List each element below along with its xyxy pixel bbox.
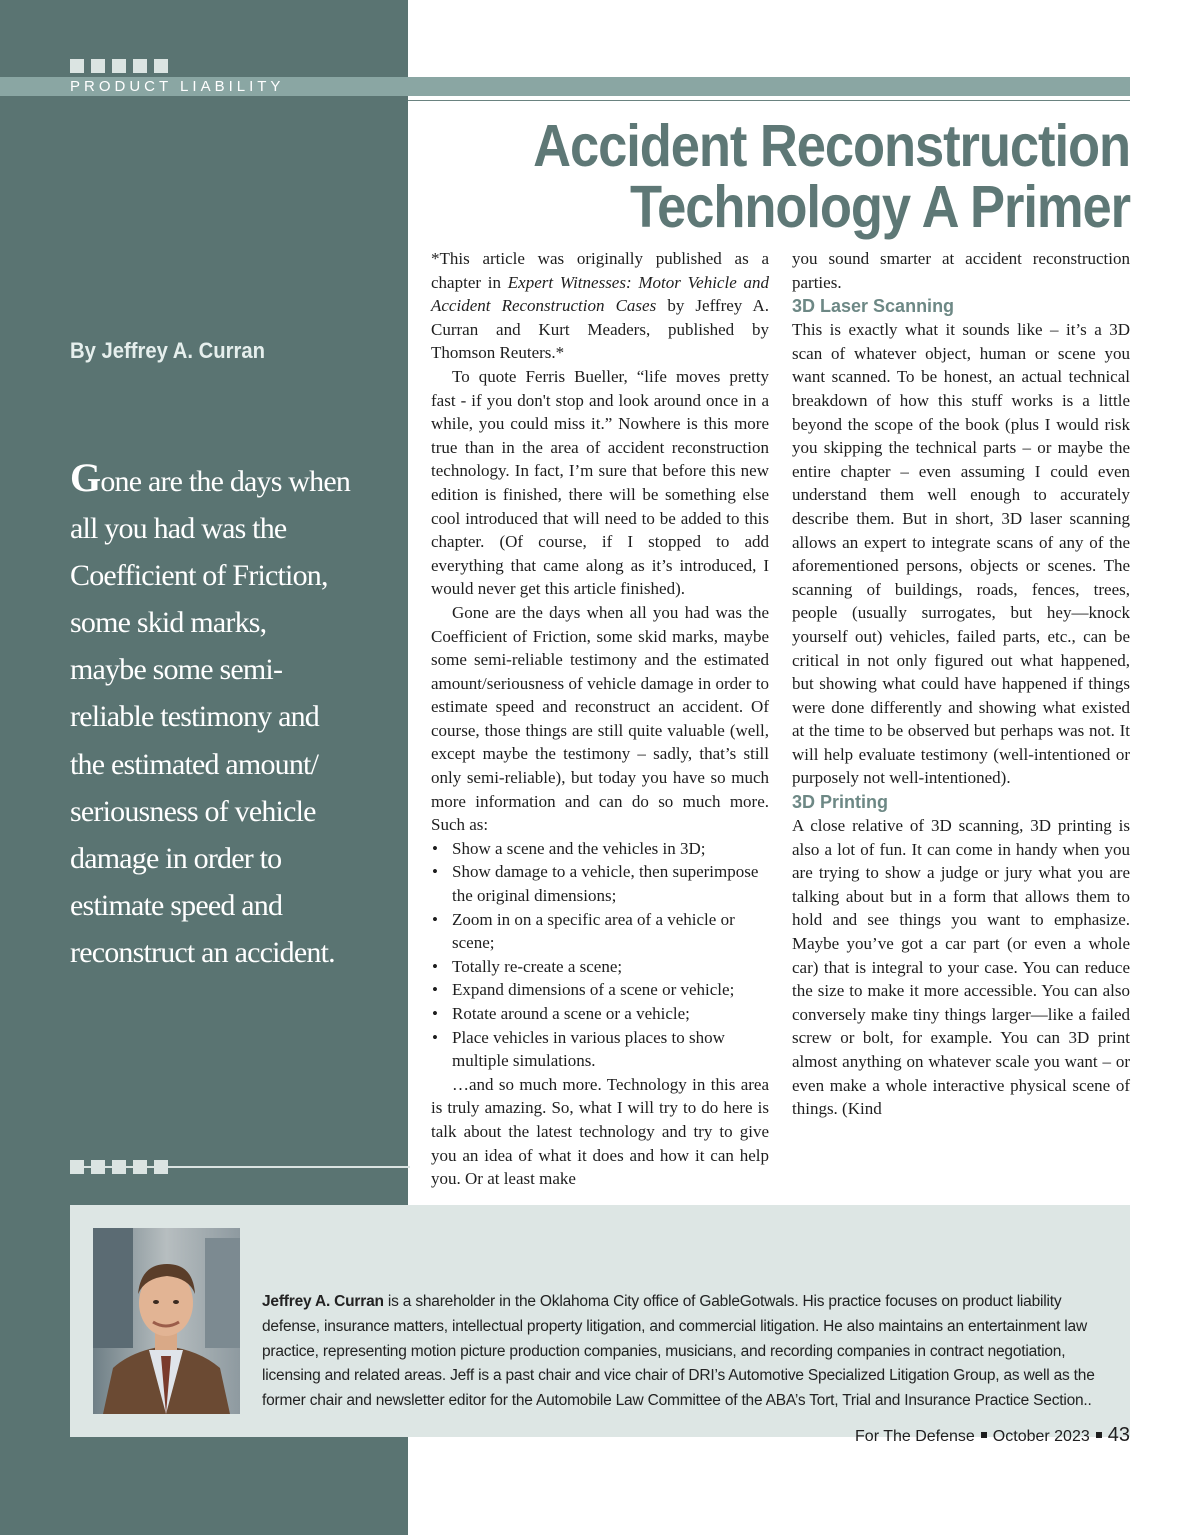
author-name: Jeffrey A. Curran (262, 1293, 384, 1310)
bullet-list (431, 837, 769, 1073)
pull-quote-line: estimate speed and (70, 888, 283, 922)
list-item: • Totally re-create a scene; (452, 955, 769, 979)
issue-date: October 2023 (992, 1428, 1090, 1445)
pull-quote-dropcap: G (70, 455, 101, 500)
publication-note (431, 247, 769, 365)
paragraph: A close relative of 3D scanning, 3D printing is also a lot of fun. It can come in handy when you are trying to show a judge or jury what you are talking about but in a form that allows them to hold and see things you want to emphasize. Maybe you’ve got a car part (or even a whole car) that is integral to your case. You can reduce the size to make it more accessible. You can also conversely make tiny things larger—like a failed screw or bolt, for example. You can 3D print almost anything on whatever scale you want – or even make a whole interactive physical scene of things. (Kind (792, 816, 1130, 1119)
author-photo (93, 1228, 240, 1414)
pull-quote-line: maybe some semi- (70, 653, 283, 687)
pull-quote-line: Coefficient of Friction, (70, 559, 328, 593)
list-item: • Place vehicles in various places to show multiple simulations. (452, 1026, 769, 1073)
article-column-1 (431, 247, 769, 1191)
publication-name: For The Defense (855, 1428, 975, 1445)
paragraph: This is exactly what it sounds like – it’s a 3D scan of whatever object, human or scene you want scanned. To be honest, an actual technical breakdown of how this stuff works is a little beyond the scope of the book (plus I would risk you skipping the technical parts – or maybe the entire chapter – even assuming I could even understand them well enough to accurately describe them. But in short, 3D laser scanning allows an expert to integrate scans of any of the aforementioned persons, objects or scenes. The scanning of buildings, roads, fences, trees, people (usually surrogates, but hey—knock yourself out) vehicles, failed parts, etc., can be critical in not only figured out what happened, but showing what could have happened if things were done differently and showing what existed at the time to be observed but perhaps was not. It will help evaluate testimony (well-intentioned or purposely not well-intentioned). (792, 320, 1130, 788)
page-number: 43 (1107, 1424, 1130, 1446)
pull-quote-line: some skid marks, (70, 606, 267, 640)
mid-rule (70, 1166, 410, 1168)
byline: By Jeffrey A. Curran (70, 338, 265, 363)
author-bio (262, 1290, 1112, 1414)
note-text: by Jeffrey A. Curran and Kurt Meaders, published by Thomson Reuters.* (431, 296, 769, 363)
list-item: • Show a scene and the vehicles in 3D; (452, 837, 769, 861)
article-title (507, 113, 1130, 240)
list-item: • Show damage to a vehicle, then superimpose the original dimensions; (452, 860, 769, 907)
article-column-2 (792, 247, 1130, 1121)
paragraph: Gone are the days when all you had was the Coefficient of Friction, some skid marks, maybe some semi-reliable testimony and the estimated amount/seriousness of vehicle damage in order to estimate speed and reconstruct an accident. Of course, those things are still quite valuable (well, except maybe the testimony – sadly, that’s still only semi-reliable), but today you have so much more information and can do so much more. Such as: (431, 602, 769, 835)
author-portrait-image (93, 1228, 240, 1414)
title-line-1: Accident Reconstruction (533, 113, 1130, 179)
separator-square-icon (1096, 1432, 1102, 1438)
pull-quote-line: all you had was the (70, 512, 287, 546)
paragraph-continued: …and so much more. Technology in this area is truly amazing. So, what I will try to do here is talk about the latest technology and try to give you an idea of what it does and how it can help you. Or at least make (431, 1074, 769, 1189)
pull-quote (70, 454, 390, 976)
list-item: • Zoom in on a specific area of a vehicle or scene; (452, 908, 769, 955)
pull-quote-line: reliable testimony and (70, 700, 319, 734)
pull-quote-line: one are the days when (100, 465, 351, 498)
page-footer (855, 1424, 1130, 1447)
title-line-2: Technology A Primer (629, 174, 1130, 240)
decorative-squares-top (70, 59, 168, 73)
paragraph: To quote Ferris Bueller, “life moves pretty fast - if you don't stop and look around once in a while, you could miss it.” Nowhere is this more true than in the area of accident reconstruction technology. In fact, I’m sure that before this new edition is finished, there will be something else cool introduced that will need to be added to this chapter. (Of course, if I stopped to add everything that came along as it’s introduced, I would never get this article finished). (431, 366, 769, 599)
pull-quote-line: the estimated amount/ (70, 747, 319, 781)
pull-quote-line: reconstruct an accident. (70, 935, 335, 969)
separator-square-icon (981, 1432, 987, 1438)
note-book-title: Expert Witnesses: Motor Vehicle and Accident Reconstruction Cases (431, 272, 769, 316)
paragraph-continued: you sound smarter at accident reconstruction parties. (792, 249, 1130, 292)
subhead-3d-printing: 3D Printing (792, 792, 889, 813)
header-thin-rule (408, 100, 1130, 101)
note-text: *This article was originally published as a chapter in (431, 249, 769, 292)
pull-quote-line: seriousness of vehicle (70, 794, 316, 828)
pull-quote-line: damage in order to (70, 841, 282, 875)
bio-text: is a shareholder in the Oklahoma City office of GableGotwals. His practice focuses on product liability defense, insurance matters, intellectual property litigation, and commercial litigation. He also maintains an entertainment law practice, representing motion picture production companies, musicians, and recording companies in contract negotiation, licensing and related areas. Jeff is a past chair and vice chair of DRI’s Automotive Specialized Litigation Group, as well as the former chair and newsletter editor for the Automobile Law Committee of the ABA’s Tort, Trial and Insurance Practice Section.. (262, 1293, 1095, 1410)
list-item: • Expand dimensions of a scene or vehicle; (452, 978, 769, 1002)
list-item: • Rotate around a scene or a vehicle; (452, 1002, 769, 1026)
subhead-3d-laser-scanning: 3D Laser Scanning (792, 296, 955, 317)
section-label: PRODUCT LIABILITY (70, 78, 285, 95)
